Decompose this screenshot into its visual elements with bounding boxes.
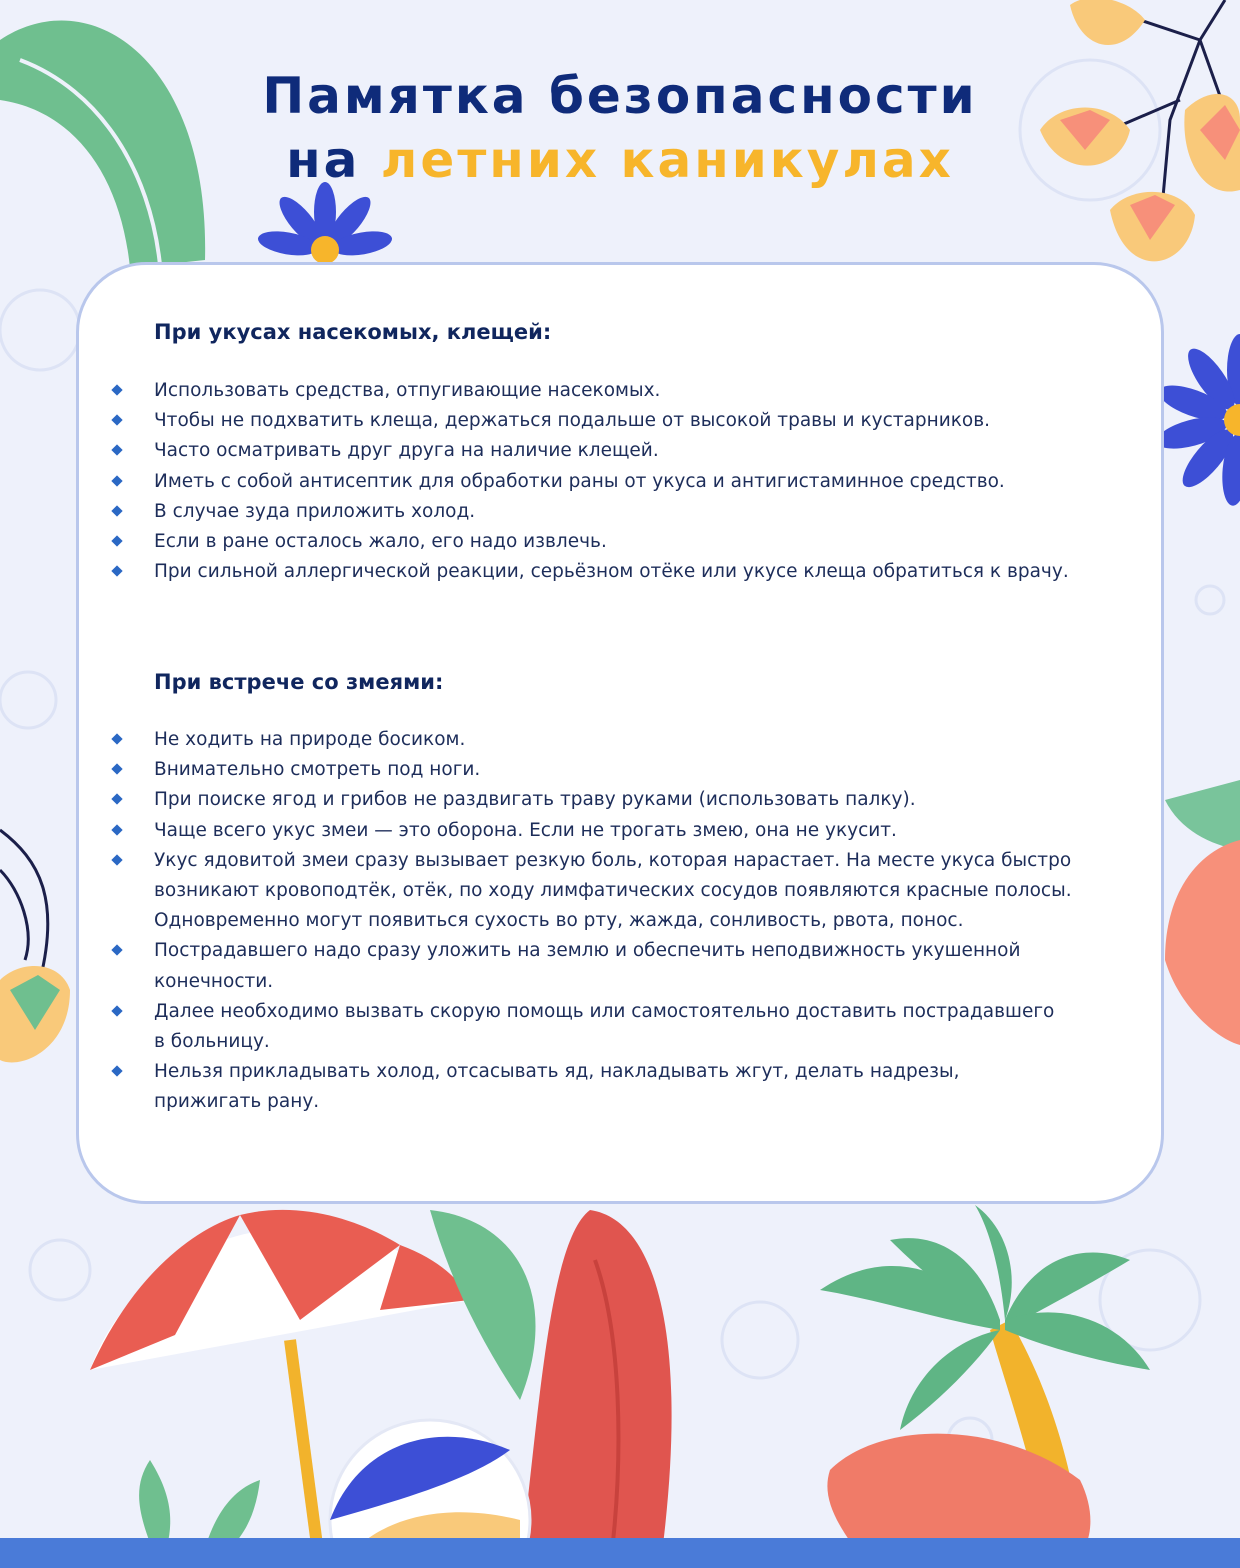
list-item: Иметь с собой антисептик для обработки раны от укуса и антигистаминное средство. <box>112 467 1142 497</box>
bullet-icon <box>111 945 122 956</box>
bullet-icon <box>111 566 122 577</box>
insects-list <box>112 376 1142 587</box>
bullet-icon <box>111 535 122 546</box>
subtitle-prefix: на <box>286 131 361 189</box>
list-item: Нельзя прикладывать холод, отсасывать яд, накладывать жгут, делать надрезы, прижигать рану. <box>112 1057 1142 1117</box>
bullet-icon <box>111 824 122 835</box>
bullet-icon <box>111 854 122 865</box>
bullet-icon <box>111 505 122 516</box>
list-item: Далее необходимо вызвать скорую помощь или самостоятельно доставить пострадавшего в больницу. <box>112 997 1142 1057</box>
page-title: Памятка безопасности <box>262 67 978 125</box>
list-item: Если в ране осталось жало, его надо извлечь. <box>112 527 1142 557</box>
bullet-icon <box>111 1005 122 1016</box>
bullet-icon <box>111 384 122 395</box>
list-item: При сильной аллергической реакции, серьёзном отёке или укусе клеща обратиться к врачу. <box>112 557 1142 587</box>
list-item: Не ходить на природе босиком. <box>112 725 1142 755</box>
list-item: Чтобы не подхватить клеща, держаться подальше от высокой травы и кустарников. <box>112 406 1142 436</box>
list-item: Использовать средства, отпугивающие насекомых. <box>112 376 1142 406</box>
list-item: Внимательно смотреть под ноги. <box>112 755 1142 785</box>
list-item: Часто осматривать друг друга на наличие клещей. <box>112 436 1142 466</box>
list-item: Укус ядовитой змеи сразу вызывает резкую боль, которая нарастает. На месте укуса быстро возникают кровоподтёк, отёк, по ходу лимфатических сосудов появляются красные полосы. Одновременно могут появиться сухость во рту, жажда, сонливость, рвота, понос. <box>112 846 1142 937</box>
bullet-icon <box>111 1066 122 1077</box>
bullet-icon <box>111 794 122 805</box>
list-item: Пострадавшего надо сразу уложить на землю и обеспечить неподвижность укушенной конечности. <box>112 936 1142 996</box>
list-item: Чаще всего укус змеи — это оборона. Если не трогать змею, она не укусит. <box>112 816 1142 846</box>
subtitle-accent: летних каникулах <box>380 131 954 189</box>
water-strip <box>0 1538 1240 1568</box>
bullet-icon <box>111 475 122 486</box>
page-subtitle <box>0 130 1240 190</box>
snakes-list <box>112 725 1142 1118</box>
list-item: В случае зуда приложить холод. <box>112 497 1142 527</box>
list-item: При поиске ягод и грибов не раздвигать траву руками (использовать палку). <box>112 785 1142 815</box>
bullet-icon <box>111 445 122 456</box>
section-heading-snakes: При встрече со змеями: <box>154 670 444 694</box>
section-heading-insects: При укусах насекомых, клещей: <box>154 320 552 344</box>
bullet-icon <box>111 733 122 744</box>
bullet-icon <box>111 415 122 426</box>
bullet-icon <box>111 764 122 775</box>
